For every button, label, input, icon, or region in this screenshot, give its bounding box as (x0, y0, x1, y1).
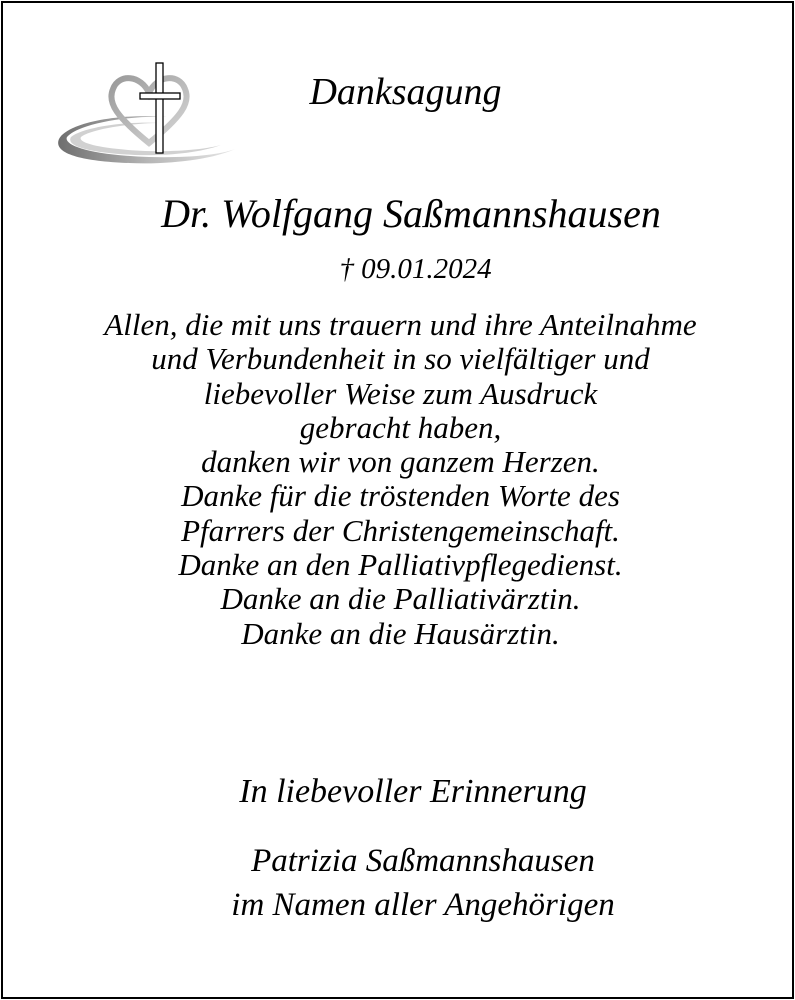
message-line: Danke an die Palliativärztin. (220, 581, 581, 617)
message-line: Danke an die Hausärztin. (241, 615, 560, 651)
message-line: danken wir von ganzem Herzen. (201, 444, 600, 480)
message-line: Pfarrers der Christengemeinschaft. (181, 512, 620, 548)
obituary-card (1, 1, 794, 999)
message-line: und Verbundenheit in so vielfältiger und (151, 341, 650, 377)
death-date: † 09.01.2024 (339, 253, 492, 285)
message-line: liebevoller Weise zum Ausdruck (203, 375, 598, 411)
signer-name: Patrizia Saßmannshausen (251, 843, 595, 879)
signer-note: im Namen aller Angehörigen (231, 887, 615, 923)
closing-line: In liebevoller Erinnerung (239, 773, 587, 810)
deceased-name: Dr. Wolfgang Saßmannshausen (161, 191, 661, 236)
thank-you-message (3, 308, 795, 651)
message-line: Danke für die tröstenden Worte des (181, 478, 620, 514)
page-title: Danksagung (309, 71, 502, 113)
message-line: Allen, die mit uns trauern und ihre Anteilnahme (104, 307, 697, 342)
message-line: gebracht haben, (299, 409, 502, 445)
signers (3, 839, 795, 927)
message-line: Danke an den Palliativpflegedienst. (178, 547, 623, 583)
